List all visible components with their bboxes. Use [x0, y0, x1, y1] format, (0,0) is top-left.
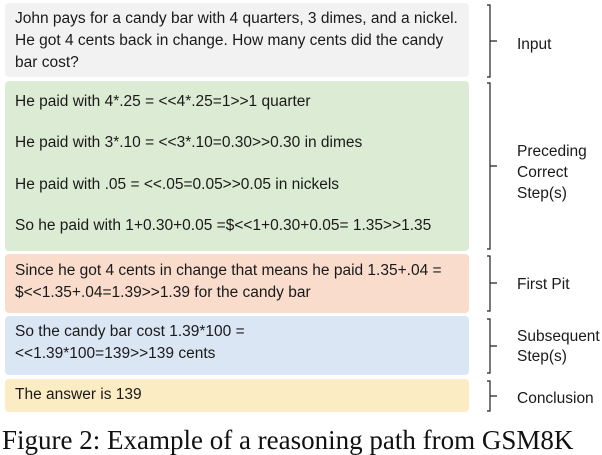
brace-first-pit [486, 255, 502, 312]
brace-subsequent [486, 318, 502, 374]
label-subsequent-1: Subsequent [517, 328, 600, 345]
subsequent-line: So the candy bar cost 1.39*100 = [15, 323, 245, 340]
step-line: He paid with .05 = <<.05=0.05>>0.05 in nickels [15, 176, 340, 193]
label-conclusion: Conclusion [517, 390, 594, 407]
figure-caption: Figure 2: Example of a reasoning path from GSM8K [2, 425, 574, 455]
conclusion-text: The answer is 139 [15, 386, 142, 403]
label-subsequent-2: Step(s) [517, 348, 567, 365]
step-line: He paid with 4*.25 = <<4*.25=1>>1 quarter [15, 93, 311, 110]
subsequent-line: <<1.39*100=139>>139 cents [15, 345, 216, 362]
preceding-steps-box [5, 81, 469, 251]
conclusion-box [5, 379, 469, 412]
label-preceding-3: Step(s) [517, 185, 567, 202]
first-pit-box [5, 254, 469, 313]
subsequent-steps-box [5, 316, 469, 375]
input-box [5, 3, 469, 77]
label-first-pit: First Pit [517, 276, 570, 293]
brace-input [486, 4, 502, 78]
brace-preceding [486, 82, 502, 250]
first-pit-text: Since he got 4 cents in change that means he paid 1.35+.04 = $<<1.35+.04=1.39>>1.39 for the candy bar [15, 262, 442, 301]
label-input: Input [517, 36, 552, 53]
step-line: So he paid with 1+0.30+0.05 =$<<1+0.30+0.05= 1.35>>1.35 [15, 217, 432, 234]
brace-conclusion [486, 380, 502, 412]
label-preceding-2: Correct [517, 164, 568, 181]
input-text: John pays for a candy bar with 4 quarters, 3 dimes, and a nickel. He got 4 cents back in change. How many cents did the candy bar cost? [15, 10, 458, 71]
label-preceding-1: Preceding [517, 143, 587, 160]
step-line: He paid with 3*.10 = <<3*.10=0.30>>0.30 in dimes [15, 134, 363, 151]
